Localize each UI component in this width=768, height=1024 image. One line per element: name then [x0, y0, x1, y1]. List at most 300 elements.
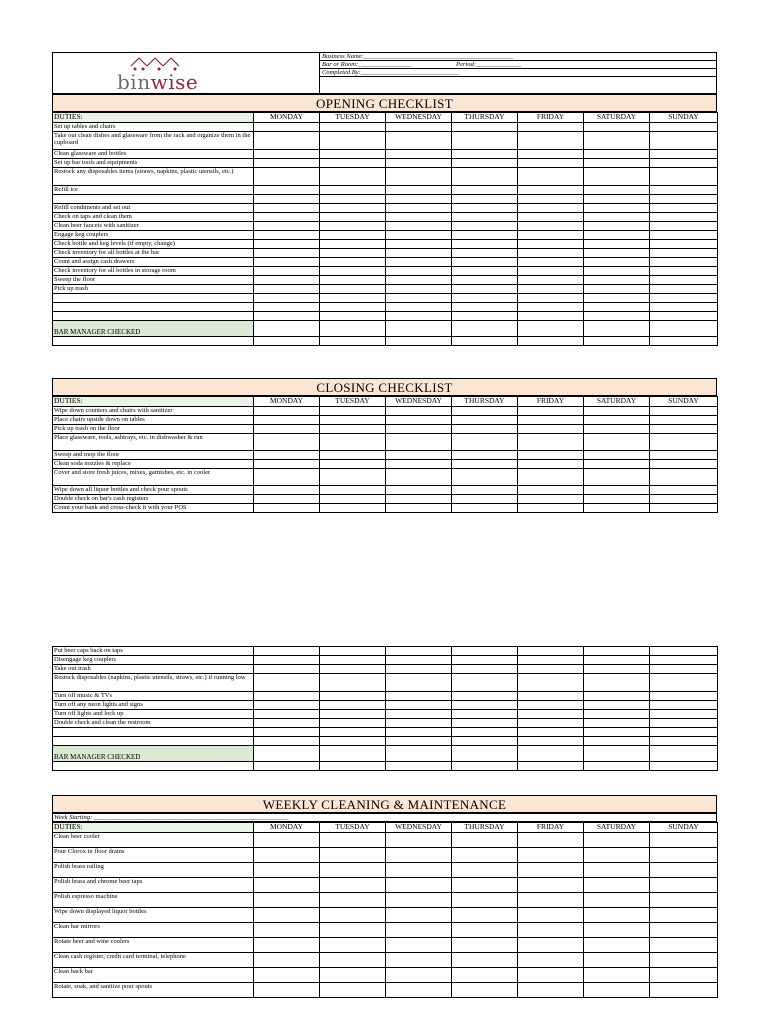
check-cell-sunday[interactable] — [650, 267, 718, 276]
check-cell-monday[interactable] — [254, 737, 320, 746]
check-cell-friday[interactable] — [518, 656, 584, 665]
check-cell-sunday[interactable] — [650, 258, 718, 267]
check-cell-sunday[interactable] — [650, 285, 718, 294]
check-cell-saturday[interactable] — [584, 647, 650, 656]
check-cell-monday[interactable] — [254, 276, 320, 285]
check-cell-saturday[interactable] — [584, 204, 650, 213]
check-cell-saturday[interactable] — [584, 195, 650, 204]
check-cell-friday[interactable] — [518, 647, 584, 656]
check-cell-monday[interactable] — [254, 285, 320, 294]
check-cell-monday[interactable] — [254, 451, 320, 460]
check-cell-sunday[interactable] — [650, 416, 718, 425]
check-cell-saturday[interactable] — [584, 434, 650, 451]
check-cell-saturday[interactable] — [584, 150, 650, 159]
check-cell-sunday[interactable] — [650, 983, 718, 998]
check-cell-sunday[interactable] — [650, 647, 718, 656]
check-cell-sunday[interactable] — [650, 469, 718, 486]
check-cell-friday[interactable] — [518, 504, 584, 513]
check-cell-thursday[interactable] — [452, 321, 518, 337]
week-starting-field[interactable]: Week Starting: ____________________________________________________________ — [52, 813, 717, 822]
check-cell-saturday[interactable] — [584, 258, 650, 267]
check-cell-monday[interactable] — [254, 719, 320, 728]
check-cell-wednesday[interactable] — [386, 204, 452, 213]
check-cell-tuesday[interactable] — [320, 878, 386, 893]
check-cell-wednesday[interactable] — [386, 710, 452, 719]
check-cell-sunday[interactable] — [650, 692, 718, 701]
check-cell-tuesday[interactable] — [320, 893, 386, 908]
check-cell-sunday[interactable] — [650, 701, 718, 710]
check-cell-wednesday[interactable] — [386, 833, 452, 848]
check-cell-sunday[interactable] — [650, 425, 718, 434]
check-cell-monday[interactable] — [254, 701, 320, 710]
check-cell-wednesday[interactable] — [386, 337, 452, 346]
check-cell-friday[interactable] — [518, 878, 584, 893]
check-cell-thursday[interactable] — [452, 710, 518, 719]
check-cell-tuesday[interactable] — [320, 425, 386, 434]
check-cell-friday[interactable] — [518, 267, 584, 276]
check-cell-friday[interactable] — [518, 132, 584, 150]
check-cell-friday[interactable] — [518, 195, 584, 204]
check-cell-monday[interactable] — [254, 123, 320, 132]
check-cell-saturday[interactable] — [584, 460, 650, 469]
check-cell-sunday[interactable] — [650, 294, 718, 303]
check-cell-thursday[interactable] — [452, 416, 518, 425]
check-cell-tuesday[interactable] — [320, 159, 386, 168]
check-cell-tuesday[interactable] — [320, 204, 386, 213]
check-cell-thursday[interactable] — [452, 674, 518, 692]
check-cell-sunday[interactable] — [650, 222, 718, 231]
check-cell-wednesday[interactable] — [386, 312, 452, 321]
check-cell-sunday[interactable] — [650, 495, 718, 504]
check-cell-saturday[interactable] — [584, 893, 650, 908]
check-cell-thursday[interactable] — [452, 159, 518, 168]
check-cell-saturday[interactable] — [584, 186, 650, 195]
check-cell-friday[interactable] — [518, 665, 584, 674]
check-cell-thursday[interactable] — [452, 833, 518, 848]
check-cell-tuesday[interactable] — [320, 983, 386, 998]
check-cell-tuesday[interactable] — [320, 656, 386, 665]
check-cell-wednesday[interactable] — [386, 222, 452, 231]
check-cell-tuesday[interactable] — [320, 195, 386, 204]
check-cell-sunday[interactable] — [650, 953, 718, 968]
check-cell-wednesday[interactable] — [386, 460, 452, 469]
check-cell-sunday[interactable] — [650, 737, 718, 746]
check-cell-wednesday[interactable] — [386, 195, 452, 204]
check-cell-monday[interactable] — [254, 469, 320, 486]
business-name-field[interactable]: Business Name:______________________________________________ — [320, 53, 716, 61]
check-cell-sunday[interactable] — [650, 504, 718, 513]
check-cell-sunday[interactable] — [650, 893, 718, 908]
check-cell-saturday[interactable] — [584, 486, 650, 495]
check-cell-friday[interactable] — [518, 762, 584, 771]
check-cell-thursday[interactable] — [452, 213, 518, 222]
check-cell-saturday[interactable] — [584, 848, 650, 863]
check-cell-saturday[interactable] — [584, 249, 650, 258]
check-cell-monday[interactable] — [254, 303, 320, 312]
check-cell-wednesday[interactable] — [386, 434, 452, 451]
check-cell-tuesday[interactable] — [320, 728, 386, 737]
check-cell-monday[interactable] — [254, 893, 320, 908]
check-cell-monday[interactable] — [254, 923, 320, 938]
check-cell-saturday[interactable] — [584, 451, 650, 460]
check-cell-thursday[interactable] — [452, 425, 518, 434]
check-cell-tuesday[interactable] — [320, 416, 386, 425]
check-cell-friday[interactable] — [518, 719, 584, 728]
check-cell-thursday[interactable] — [452, 692, 518, 701]
check-cell-sunday[interactable] — [650, 186, 718, 195]
check-cell-friday[interactable] — [518, 434, 584, 451]
check-cell-tuesday[interactable] — [320, 938, 386, 953]
check-cell-sunday[interactable] — [650, 878, 718, 893]
check-cell-tuesday[interactable] — [320, 848, 386, 863]
check-cell-thursday[interactable] — [452, 848, 518, 863]
check-cell-monday[interactable] — [254, 504, 320, 513]
check-cell-wednesday[interactable] — [386, 186, 452, 195]
check-cell-saturday[interactable] — [584, 692, 650, 701]
check-cell-friday[interactable] — [518, 416, 584, 425]
check-cell-sunday[interactable] — [650, 674, 718, 692]
check-cell-saturday[interactable] — [584, 168, 650, 186]
check-cell-sunday[interactable] — [650, 150, 718, 159]
check-cell-tuesday[interactable] — [320, 285, 386, 294]
check-cell-thursday[interactable] — [452, 303, 518, 312]
check-cell-thursday[interactable] — [452, 504, 518, 513]
check-cell-sunday[interactable] — [650, 407, 718, 416]
check-cell-wednesday[interactable] — [386, 407, 452, 416]
check-cell-tuesday[interactable] — [320, 407, 386, 416]
check-cell-thursday[interactable] — [452, 647, 518, 656]
check-cell-monday[interactable] — [254, 240, 320, 249]
check-cell-tuesday[interactable] — [320, 674, 386, 692]
check-cell-wednesday[interactable] — [386, 159, 452, 168]
check-cell-sunday[interactable] — [650, 159, 718, 168]
check-cell-sunday[interactable] — [650, 321, 718, 337]
check-cell-thursday[interactable] — [452, 222, 518, 231]
check-cell-sunday[interactable] — [650, 719, 718, 728]
check-cell-saturday[interactable] — [584, 674, 650, 692]
check-cell-saturday[interactable] — [584, 656, 650, 665]
check-cell-tuesday[interactable] — [320, 213, 386, 222]
check-cell-wednesday[interactable] — [386, 908, 452, 923]
check-cell-friday[interactable] — [518, 231, 584, 240]
check-cell-tuesday[interactable] — [320, 312, 386, 321]
check-cell-thursday[interactable] — [452, 451, 518, 460]
check-cell-saturday[interactable] — [584, 833, 650, 848]
check-cell-friday[interactable] — [518, 312, 584, 321]
check-cell-wednesday[interactable] — [386, 486, 452, 495]
check-cell-friday[interactable] — [518, 123, 584, 132]
check-cell-thursday[interactable] — [452, 312, 518, 321]
check-cell-wednesday[interactable] — [386, 701, 452, 710]
check-cell-saturday[interactable] — [584, 665, 650, 674]
check-cell-thursday[interactable] — [452, 469, 518, 486]
check-cell-wednesday[interactable] — [386, 132, 452, 150]
check-cell-sunday[interactable] — [650, 746, 718, 762]
check-cell-friday[interactable] — [518, 746, 584, 762]
check-cell-thursday[interactable] — [452, 719, 518, 728]
check-cell-tuesday[interactable] — [320, 762, 386, 771]
check-cell-thursday[interactable] — [452, 728, 518, 737]
check-cell-monday[interactable] — [254, 258, 320, 267]
check-cell-saturday[interactable] — [584, 276, 650, 285]
check-cell-tuesday[interactable] — [320, 321, 386, 337]
check-cell-tuesday[interactable] — [320, 710, 386, 719]
check-cell-saturday[interactable] — [584, 407, 650, 416]
check-cell-saturday[interactable] — [584, 762, 650, 771]
check-cell-thursday[interactable] — [452, 267, 518, 276]
check-cell-wednesday[interactable] — [386, 416, 452, 425]
check-cell-saturday[interactable] — [584, 863, 650, 878]
check-cell-saturday[interactable] — [584, 878, 650, 893]
check-cell-saturday[interactable] — [584, 737, 650, 746]
check-cell-sunday[interactable] — [650, 337, 718, 346]
check-cell-wednesday[interactable] — [386, 728, 452, 737]
check-cell-monday[interactable] — [254, 434, 320, 451]
check-cell-thursday[interactable] — [452, 186, 518, 195]
check-cell-monday[interactable] — [254, 728, 320, 737]
check-cell-thursday[interactable] — [452, 746, 518, 762]
check-cell-monday[interactable] — [254, 665, 320, 674]
check-cell-friday[interactable] — [518, 168, 584, 186]
check-cell-tuesday[interactable] — [320, 665, 386, 674]
check-cell-tuesday[interactable] — [320, 186, 386, 195]
check-cell-saturday[interactable] — [584, 159, 650, 168]
check-cell-wednesday[interactable] — [386, 150, 452, 159]
check-cell-tuesday[interactable] — [320, 240, 386, 249]
check-cell-tuesday[interactable] — [320, 908, 386, 923]
check-cell-saturday[interactable] — [584, 337, 650, 346]
check-cell-saturday[interactable] — [584, 267, 650, 276]
check-cell-wednesday[interactable] — [386, 665, 452, 674]
check-cell-thursday[interactable] — [452, 337, 518, 346]
check-cell-saturday[interactable] — [584, 312, 650, 321]
check-cell-monday[interactable] — [254, 938, 320, 953]
check-cell-wednesday[interactable] — [386, 249, 452, 258]
check-cell-tuesday[interactable] — [320, 434, 386, 451]
check-cell-monday[interactable] — [254, 204, 320, 213]
check-cell-thursday[interactable] — [452, 665, 518, 674]
check-cell-friday[interactable] — [518, 249, 584, 258]
check-cell-wednesday[interactable] — [386, 213, 452, 222]
check-cell-wednesday[interactable] — [386, 863, 452, 878]
check-cell-thursday[interactable] — [452, 258, 518, 267]
check-cell-sunday[interactable] — [650, 665, 718, 674]
check-cell-monday[interactable] — [254, 746, 320, 762]
check-cell-saturday[interactable] — [584, 953, 650, 968]
check-cell-saturday[interactable] — [584, 495, 650, 504]
check-cell-wednesday[interactable] — [386, 168, 452, 186]
check-cell-sunday[interactable] — [650, 656, 718, 665]
check-cell-saturday[interactable] — [584, 285, 650, 294]
check-cell-tuesday[interactable] — [320, 168, 386, 186]
check-cell-wednesday[interactable] — [386, 240, 452, 249]
check-cell-tuesday[interactable] — [320, 337, 386, 346]
check-cell-monday[interactable] — [254, 337, 320, 346]
check-cell-monday[interactable] — [254, 267, 320, 276]
check-cell-wednesday[interactable] — [386, 425, 452, 434]
check-cell-friday[interactable] — [518, 240, 584, 249]
check-cell-monday[interactable] — [254, 132, 320, 150]
check-cell-tuesday[interactable] — [320, 258, 386, 267]
check-cell-monday[interactable] — [254, 833, 320, 848]
check-cell-saturday[interactable] — [584, 923, 650, 938]
check-cell-sunday[interactable] — [650, 728, 718, 737]
check-cell-tuesday[interactable] — [320, 150, 386, 159]
check-cell-monday[interactable] — [254, 878, 320, 893]
check-cell-saturday[interactable] — [584, 132, 650, 150]
check-cell-saturday[interactable] — [584, 701, 650, 710]
check-cell-friday[interactable] — [518, 303, 584, 312]
check-cell-sunday[interactable] — [650, 710, 718, 719]
check-cell-friday[interactable] — [518, 213, 584, 222]
check-cell-thursday[interactable] — [452, 737, 518, 746]
check-cell-friday[interactable] — [518, 908, 584, 923]
check-cell-monday[interactable] — [254, 150, 320, 159]
check-cell-thursday[interactable] — [452, 407, 518, 416]
check-cell-wednesday[interactable] — [386, 983, 452, 998]
check-cell-sunday[interactable] — [650, 434, 718, 451]
check-cell-monday[interactable] — [254, 674, 320, 692]
check-cell-friday[interactable] — [518, 737, 584, 746]
check-cell-wednesday[interactable] — [386, 692, 452, 701]
check-cell-wednesday[interactable] — [386, 968, 452, 983]
check-cell-monday[interactable] — [254, 425, 320, 434]
check-cell-thursday[interactable] — [452, 460, 518, 469]
check-cell-thursday[interactable] — [452, 285, 518, 294]
check-cell-friday[interactable] — [518, 222, 584, 231]
check-cell-friday[interactable] — [518, 495, 584, 504]
check-cell-sunday[interactable] — [650, 848, 718, 863]
check-cell-tuesday[interactable] — [320, 495, 386, 504]
check-cell-thursday[interactable] — [452, 923, 518, 938]
check-cell-monday[interactable] — [254, 710, 320, 719]
check-cell-thursday[interactable] — [452, 968, 518, 983]
check-cell-wednesday[interactable] — [386, 762, 452, 771]
check-cell-saturday[interactable] — [584, 240, 650, 249]
check-cell-thursday[interactable] — [452, 294, 518, 303]
check-cell-sunday[interactable] — [650, 249, 718, 258]
check-cell-friday[interactable] — [518, 150, 584, 159]
check-cell-tuesday[interactable] — [320, 132, 386, 150]
check-cell-saturday[interactable] — [584, 321, 650, 337]
check-cell-wednesday[interactable] — [386, 938, 452, 953]
check-cell-friday[interactable] — [518, 285, 584, 294]
check-cell-wednesday[interactable] — [386, 656, 452, 665]
check-cell-wednesday[interactable] — [386, 923, 452, 938]
check-cell-monday[interactable] — [254, 231, 320, 240]
check-cell-thursday[interactable] — [452, 656, 518, 665]
check-cell-thursday[interactable] — [452, 240, 518, 249]
check-cell-tuesday[interactable] — [320, 863, 386, 878]
check-cell-sunday[interactable] — [650, 195, 718, 204]
check-cell-wednesday[interactable] — [386, 469, 452, 486]
check-cell-friday[interactable] — [518, 486, 584, 495]
check-cell-monday[interactable] — [254, 983, 320, 998]
check-cell-monday[interactable] — [254, 495, 320, 504]
check-cell-tuesday[interactable] — [320, 249, 386, 258]
check-cell-sunday[interactable] — [650, 204, 718, 213]
check-cell-friday[interactable] — [518, 469, 584, 486]
check-cell-friday[interactable] — [518, 701, 584, 710]
check-cell-wednesday[interactable] — [386, 276, 452, 285]
check-cell-monday[interactable] — [254, 294, 320, 303]
check-cell-monday[interactable] — [254, 159, 320, 168]
check-cell-thursday[interactable] — [452, 863, 518, 878]
check-cell-thursday[interactable] — [452, 953, 518, 968]
check-cell-friday[interactable] — [518, 728, 584, 737]
check-cell-thursday[interactable] — [452, 123, 518, 132]
check-cell-sunday[interactable] — [650, 303, 718, 312]
check-cell-saturday[interactable] — [584, 303, 650, 312]
check-cell-tuesday[interactable] — [320, 460, 386, 469]
check-cell-tuesday[interactable] — [320, 701, 386, 710]
check-cell-friday[interactable] — [518, 893, 584, 908]
check-cell-saturday[interactable] — [584, 504, 650, 513]
check-cell-saturday[interactable] — [584, 294, 650, 303]
check-cell-wednesday[interactable] — [386, 451, 452, 460]
check-cell-sunday[interactable] — [650, 123, 718, 132]
check-cell-wednesday[interactable] — [386, 267, 452, 276]
check-cell-thursday[interactable] — [452, 168, 518, 186]
check-cell-tuesday[interactable] — [320, 737, 386, 746]
check-cell-tuesday[interactable] — [320, 504, 386, 513]
check-cell-monday[interactable] — [254, 762, 320, 771]
check-cell-sunday[interactable] — [650, 451, 718, 460]
check-cell-wednesday[interactable] — [386, 746, 452, 762]
check-cell-monday[interactable] — [254, 312, 320, 321]
check-cell-thursday[interactable] — [452, 983, 518, 998]
check-cell-monday[interactable] — [254, 656, 320, 665]
check-cell-friday[interactable] — [518, 460, 584, 469]
check-cell-monday[interactable] — [254, 321, 320, 337]
check-cell-tuesday[interactable] — [320, 231, 386, 240]
check-cell-tuesday[interactable] — [320, 692, 386, 701]
check-cell-friday[interactable] — [518, 710, 584, 719]
check-cell-friday[interactable] — [518, 258, 584, 267]
check-cell-wednesday[interactable] — [386, 258, 452, 267]
check-cell-saturday[interactable] — [584, 908, 650, 923]
check-cell-tuesday[interactable] — [320, 833, 386, 848]
check-cell-thursday[interactable] — [452, 150, 518, 159]
check-cell-sunday[interactable] — [650, 833, 718, 848]
check-cell-monday[interactable] — [254, 953, 320, 968]
check-cell-wednesday[interactable] — [386, 737, 452, 746]
check-cell-thursday[interactable] — [452, 495, 518, 504]
check-cell-tuesday[interactable] — [320, 267, 386, 276]
check-cell-wednesday[interactable] — [386, 303, 452, 312]
check-cell-monday[interactable] — [254, 168, 320, 186]
check-cell-sunday[interactable] — [650, 312, 718, 321]
check-cell-friday[interactable] — [518, 848, 584, 863]
check-cell-friday[interactable] — [518, 451, 584, 460]
check-cell-thursday[interactable] — [452, 701, 518, 710]
check-cell-thursday[interactable] — [452, 762, 518, 771]
check-cell-friday[interactable] — [518, 425, 584, 434]
check-cell-friday[interactable] — [518, 968, 584, 983]
check-cell-friday[interactable] — [518, 204, 584, 213]
check-cell-sunday[interactable] — [650, 863, 718, 878]
check-cell-saturday[interactable] — [584, 222, 650, 231]
check-cell-monday[interactable] — [254, 186, 320, 195]
check-cell-wednesday[interactable] — [386, 123, 452, 132]
check-cell-tuesday[interactable] — [320, 303, 386, 312]
check-cell-wednesday[interactable] — [386, 893, 452, 908]
check-cell-saturday[interactable] — [584, 123, 650, 132]
check-cell-thursday[interactable] — [452, 486, 518, 495]
check-cell-friday[interactable] — [518, 983, 584, 998]
check-cell-monday[interactable] — [254, 848, 320, 863]
check-cell-sunday[interactable] — [650, 908, 718, 923]
